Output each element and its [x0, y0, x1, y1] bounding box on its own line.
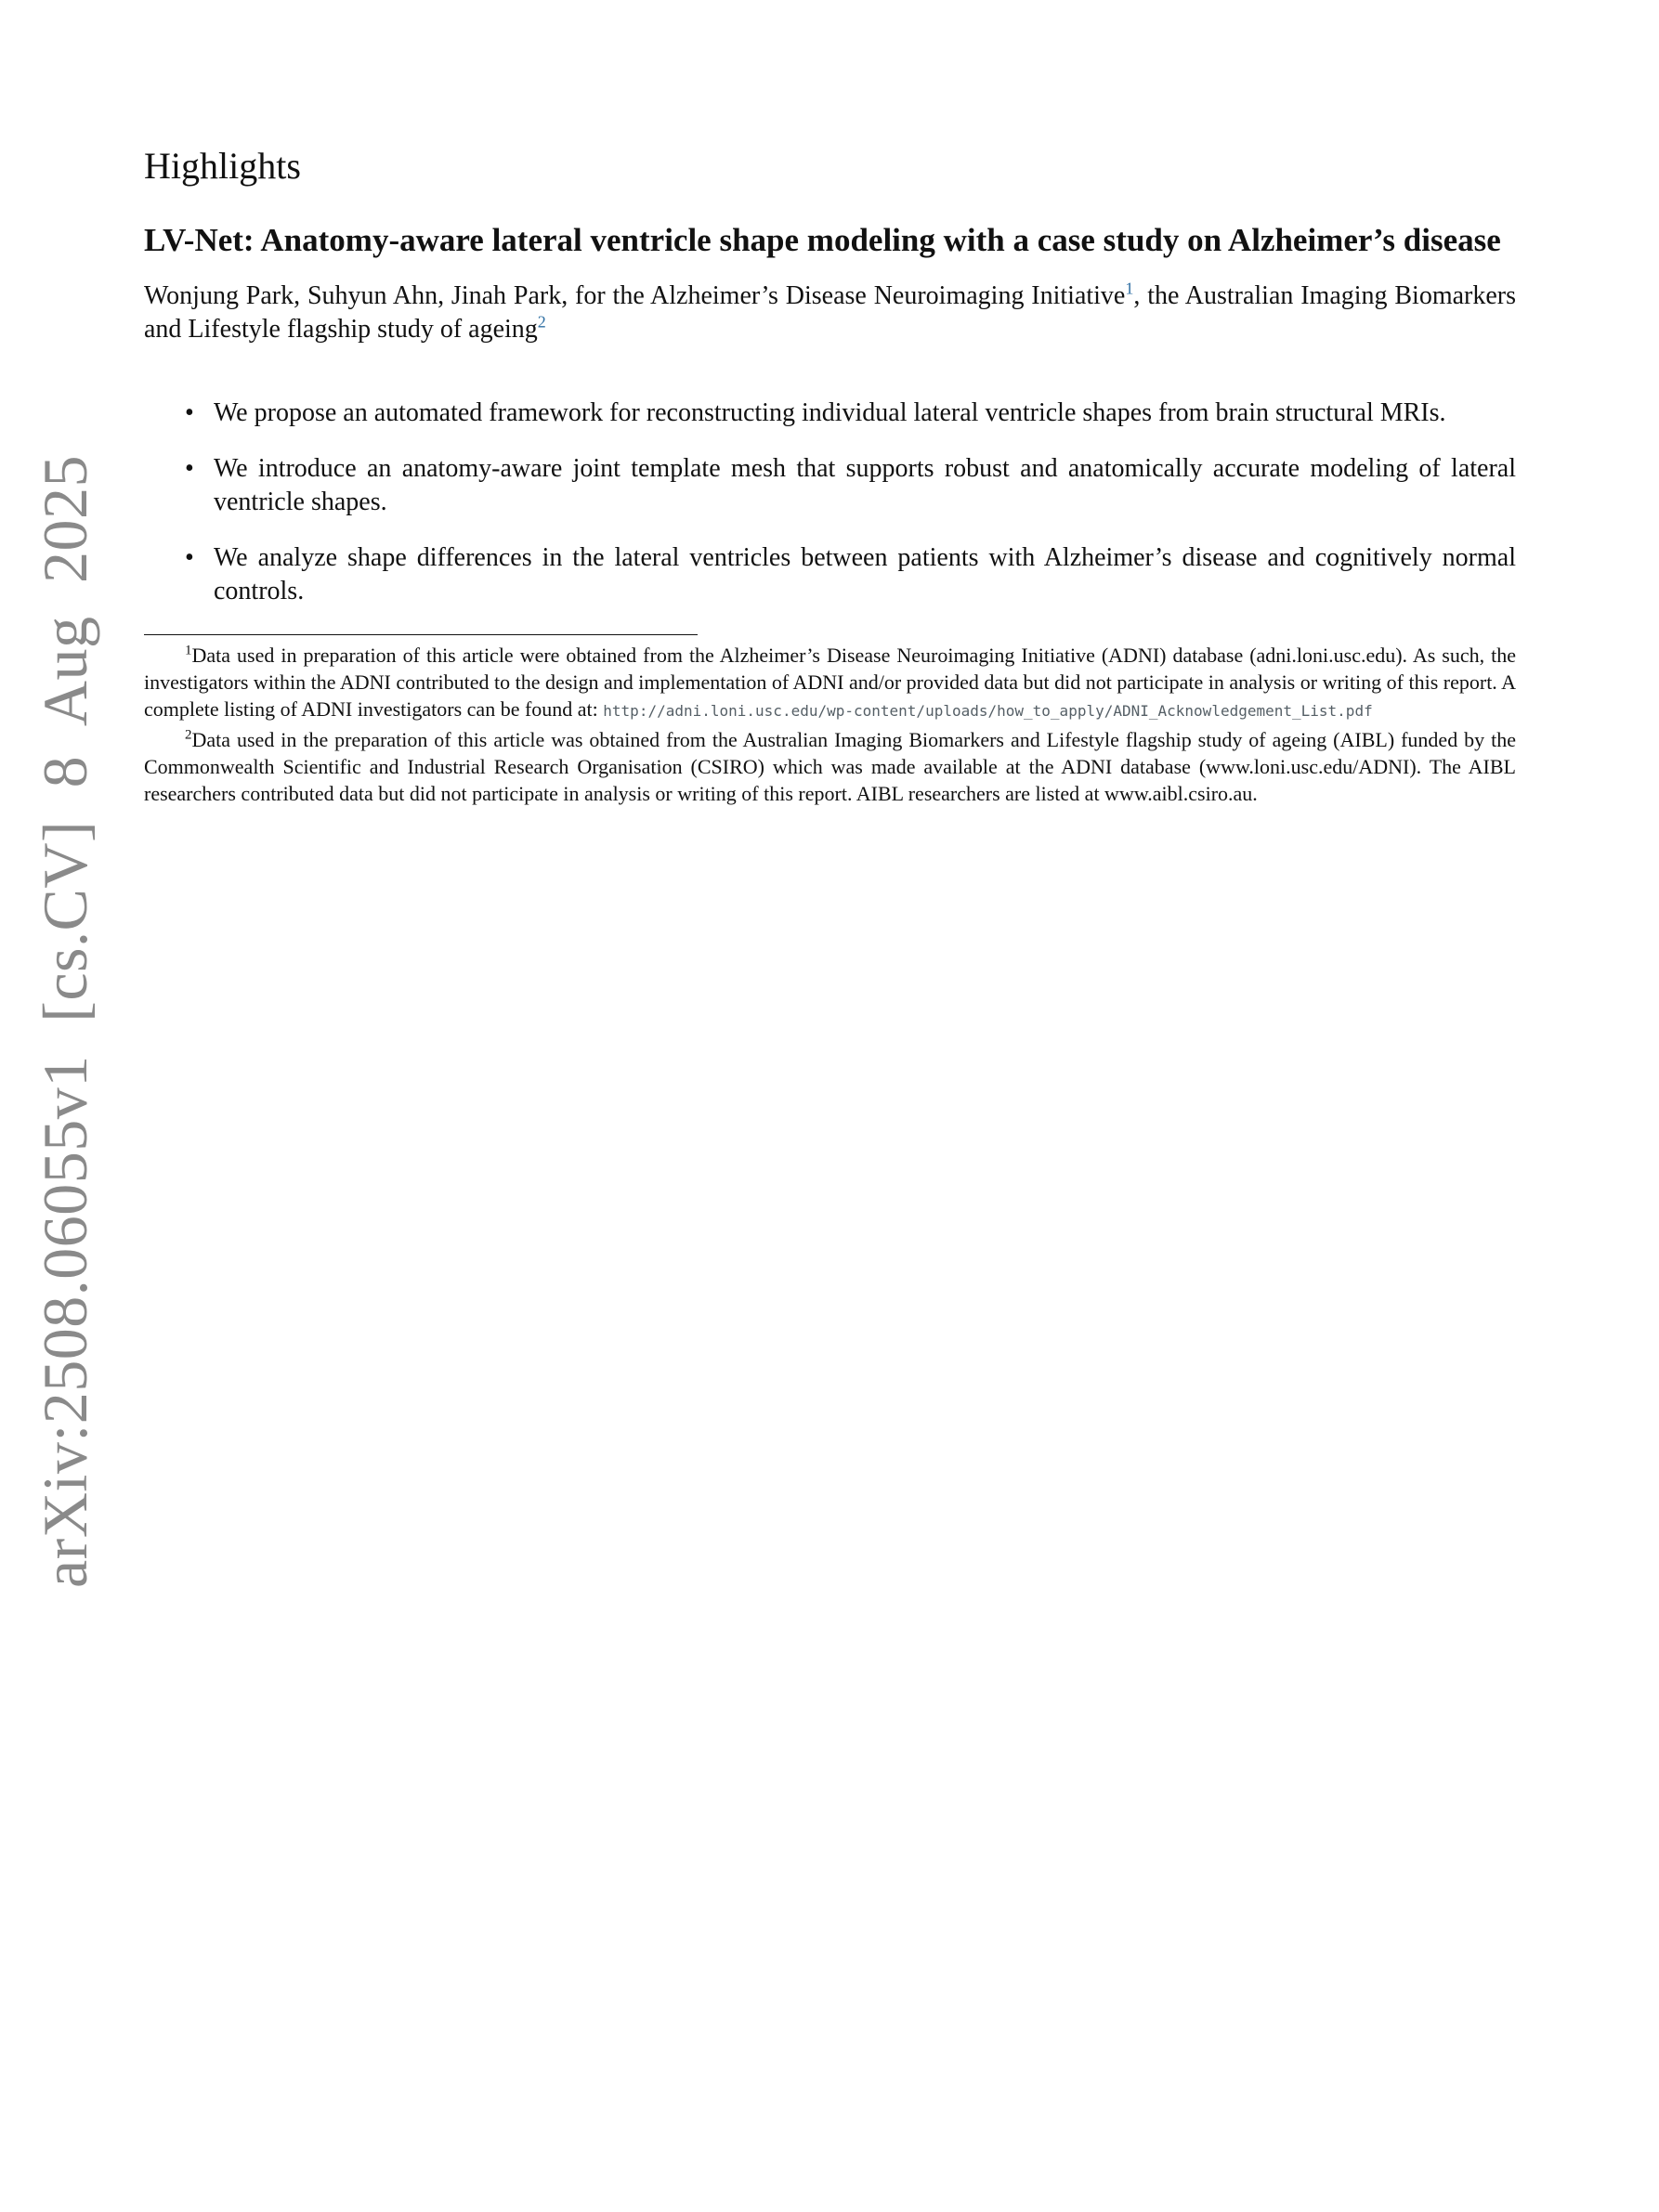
highlight-item — [144, 452, 1516, 519]
paper-title: LV-Net: Anatomy-aware lateral ventricle shape modeling with a case study on Alzheimer’s disease — [144, 222, 1501, 258]
highlight-text: We introduce an anatomy-aware joint template mesh that supports robust and anatomically accurate modeling of lateral ventricle shapes. — [214, 454, 1516, 516]
footnote-2-text: Data used in the preparation of this article was obtained from the Australian Imaging Biomarkers and Lifestyle flagship study of ageing (AIBL) funded by the Commonwealth Scientific and Industrial Research Organisation (CSIRO) which was made available at the ADNI database (www.loni.usc.edu/ADNI). The AIBL researchers contributed data but did not participate in analysis or writing of this report. AIBL researchers are listed at www.aibl.csiro.au. — [144, 728, 1516, 805]
bullet-icon: • — [185, 454, 194, 483]
highlight-text: We analyze shape differences in the lateral ventricles between patients with Alzheimer’s disease and cognitively normal controls. — [214, 543, 1516, 605]
bullet-icon: • — [185, 398, 194, 427]
highlight-item — [144, 397, 1516, 430]
highlight-text: We propose an automated framework for reconstructing individual lateral ventricle shapes from brain structural MRIs. — [214, 398, 1446, 427]
footnote-1-text: Data used in preparation of this article were obtained from the Alzheimer’s Disease Neuroimaging Initiative (ADNI) database (adni.loni.usc.edu). As such, the investigators within the ADNI contributed to the design and implementation of ADNI and/or provided data but did not participate in analysis or writing of this report. A complete listing of ADNI investigators can be found at: — [144, 644, 1516, 721]
footnote-mark-1: 1 — [185, 643, 192, 658]
arxiv-identifier-stamp: arXiv:2508.06055v1 [cs.CV] 8 Aug 2025 — [30, 455, 100, 1588]
authors-text-part2: , the Australian Imaging Biomarkers and Lifestyle flagship study of ageing — [144, 281, 1517, 344]
highlights-content — [144, 144, 1516, 809]
footnote-reference-2[interactable]: 2 — [537, 312, 546, 332]
highlight-item — [144, 541, 1516, 608]
footnote-divider — [144, 634, 698, 635]
author-list — [144, 280, 1516, 346]
bullet-icon: • — [185, 543, 194, 572]
footnote-1 — [144, 642, 1516, 724]
footnote-2 — [144, 726, 1516, 807]
footnotes — [144, 642, 1516, 807]
section-title: Highlights — [144, 145, 301, 187]
footnote-mark-2: 2 — [185, 727, 192, 743]
highlights-list — [144, 397, 1516, 608]
authors-text-part1: Wonjung Park, Suhyun Ahn, Jinah Park, for the Alzheimer’s Disease Neuroimaging Initiative — [144, 281, 1126, 310]
adni-acknowledgement-link[interactable]: http://adni.loni.usc.edu/wp-content/uploads/how_to_apply/ADNI_Acknowledgement_List.pdf — [603, 702, 1373, 720]
footnote-reference-1[interactable]: 1 — [1125, 279, 1134, 298]
